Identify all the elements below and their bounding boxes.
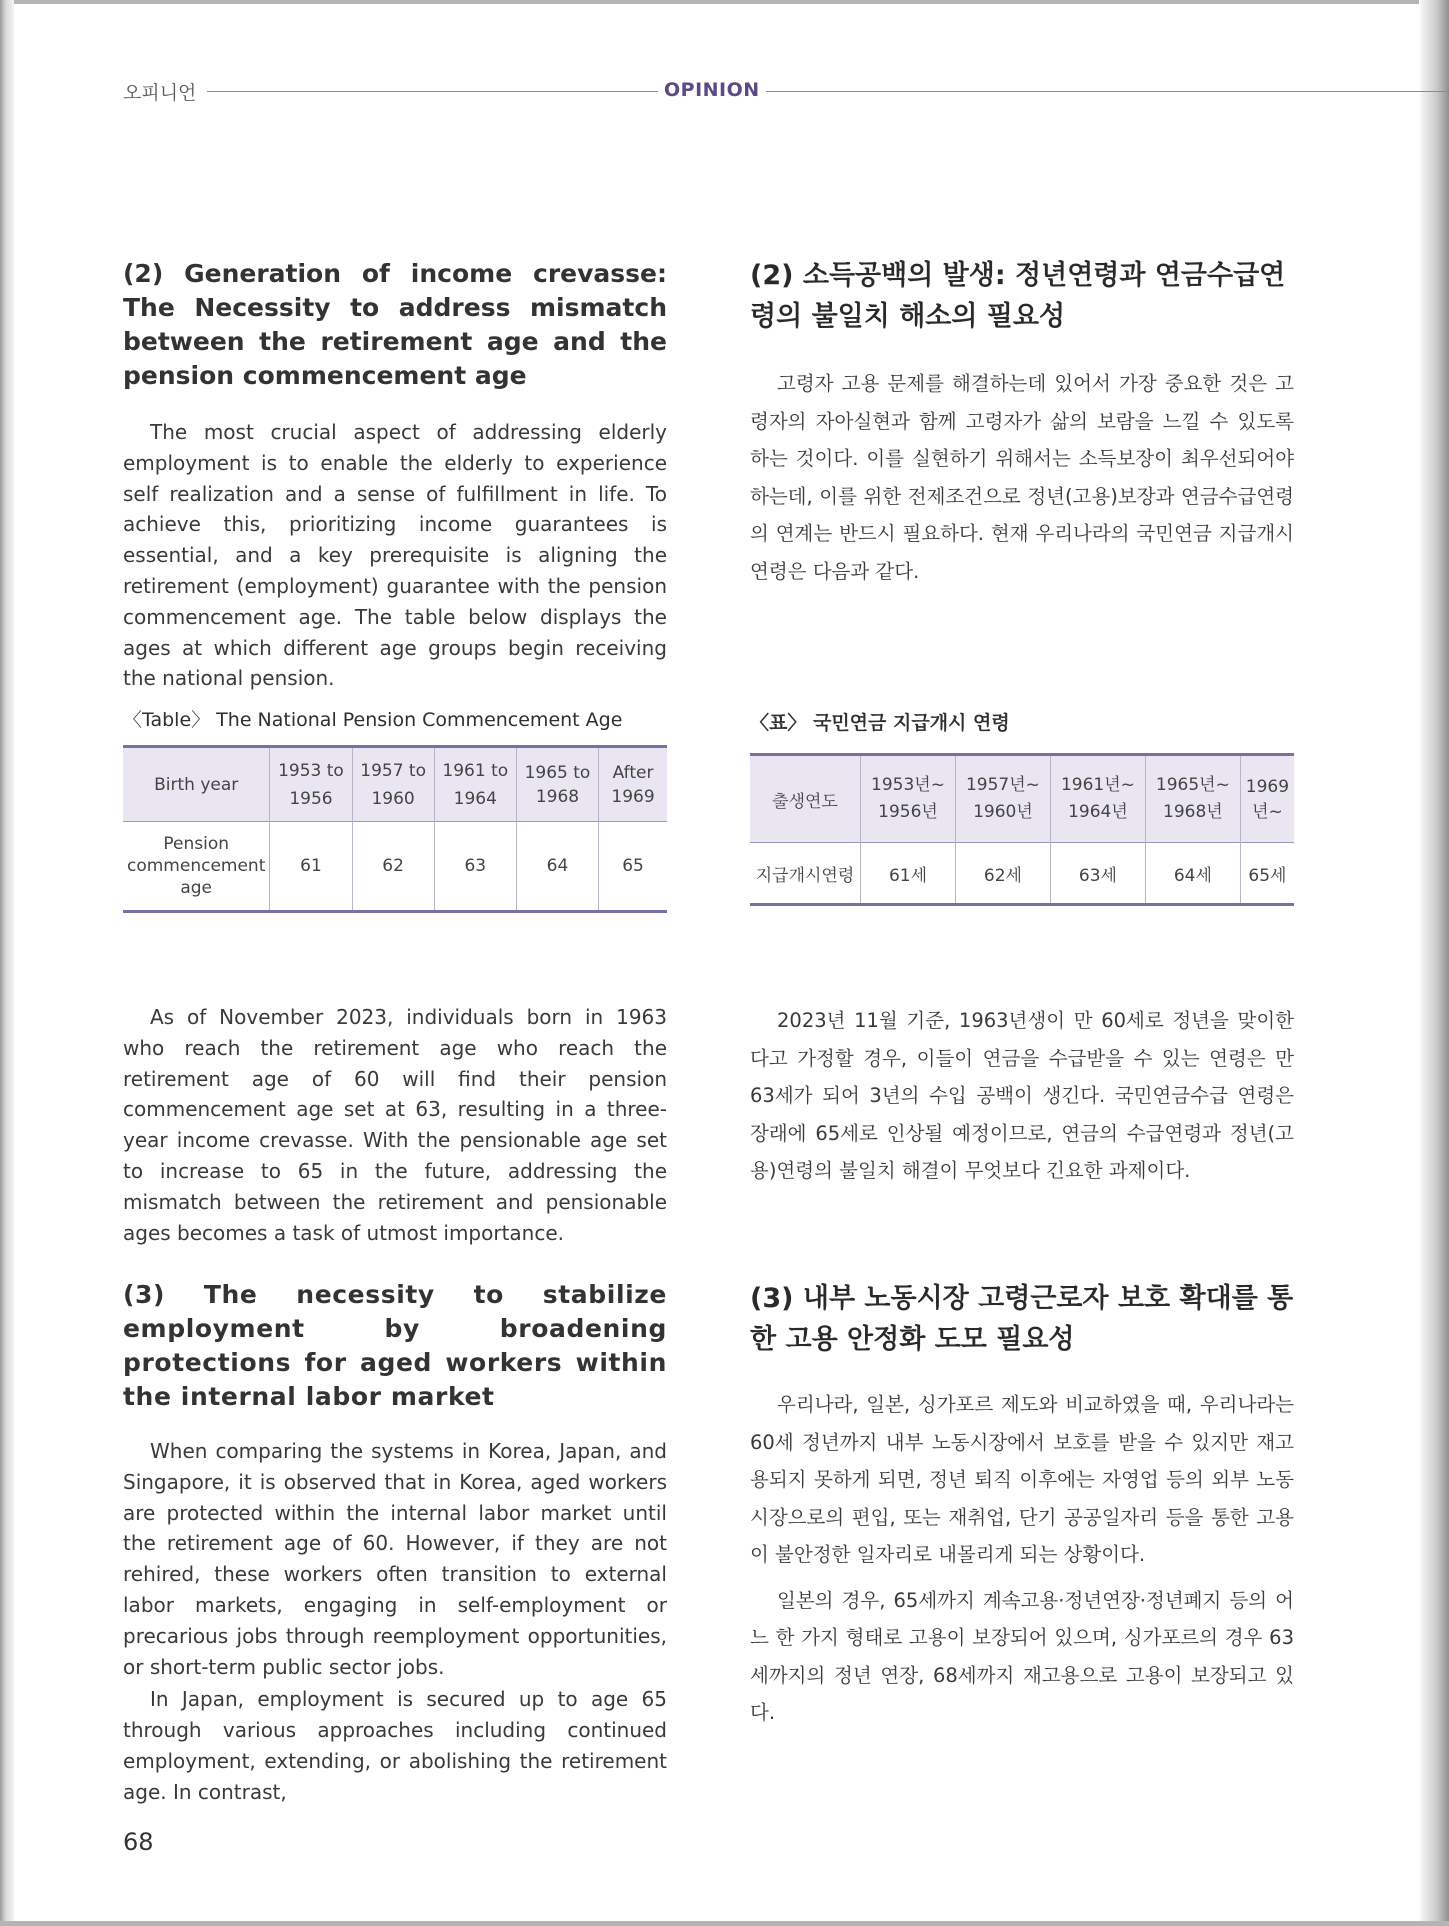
korean-section3-paragraph-2: 일본의 경우, 65세까지 계속고용·정년연장·정년폐지 등의 어느 한 가지 형태로 고용이 보장되어 있으며, 싱가포르의 경우 63세까지의 정년 연장, 68세까지 재고용으로 고용이 보장되고 있다.: [750, 1588, 1294, 1724]
english-table-header-label: Birth year: [123, 747, 270, 822]
header-korean-title: 오피니언: [123, 82, 197, 104]
korean-table-value-row: [750, 843, 1294, 905]
korean-section2: [750, 255, 1294, 590]
korean-section2-paragraph: 고령자 고용 문제를 해결하는데 있어서 가장 중요한 것은 고령자의 자아실현과 함께 고령자가 삶의 보람을 느낄 수 있도록 하는 것이다. 이를 실현하기 위해서는 소득보장이 최우선되어야 하는데, 이를 위한 전제조건으로 정년(고용)보장과 연금수급연령의 연계는 반드시 필요하다. 현재 우리나라의 국민연금 지급개시 연령은 다음과 같다.: [750, 372, 1294, 583]
english-section2-heading: (2) Generation of income crevasse: The Necessity to address mismatch between the retirement age and the pension commencement age: [123, 259, 667, 390]
korean-table-col-1: 1953년~ 1956년: [861, 755, 956, 843]
english-table-block: [123, 705, 667, 913]
english-table-row-label: Pension commencement age: [123, 822, 270, 912]
english-section2-paragraph: The most crucial aspect of addressing elderly employment is to enable the elderly to experience self realization and a sense of fulfillment in life. To achieve this, prioritizing income guarantees is essential, and a key prerequisite is aligning the retirement (employment) guarantee with the pension commencement age. The table below displays the ages at which different age groups begin receiving the national pension.: [123, 420, 667, 691]
english-table-value-1: 61: [270, 822, 352, 912]
page-edge-top: [0, 0, 1449, 4]
korean-table-col-4: 1965년~ 1968년: [1145, 755, 1240, 843]
english-table-value-5: 65: [599, 822, 667, 912]
korean-section2-heading: (2) 소득공백의 발생: 정년연령과 연금수급연령의 불일치 해소의 필요성: [750, 260, 1286, 332]
korean-after-table-paragraph: 2023년 11월 기준, 1963년생이 만 60세로 정년을 맞이한다고 가정할 경우, 이들이 연금을 수급받을 수 있는 연령은 만 63세가 되어 3년의 수입 공백이 생긴다. 국민연금수급 연령은 장래에 65세로 인상될 예정이므로, 연금의 수급연령과 정년(고용)연령의 불일치 해결이 무엇보다 긴요한 과제이다.: [750, 1009, 1294, 1182]
korean-table-value-2: 62세: [955, 843, 1050, 905]
korean-table-col-3: 1961년~ 1964년: [1050, 755, 1145, 843]
korean-section3: [750, 1278, 1294, 1732]
korean-pension-table: [750, 753, 1294, 906]
english-section3: [123, 1278, 667, 1808]
english-section3-paragraph-1: When comparing the systems in Korea, Japan, and Singapore, it is observed that in Korea, aged workers are protected within the internal labor market until the retirement age of 60. However, if they are not rehired, these workers often transition to external labor markets, engaging in self-employment or precarious jobs through reemployment opportunities, or short-term public sector jobs.: [123, 1439, 667, 1679]
korean-table-row-label: 지급개시연령: [750, 843, 861, 905]
english-after-table-paragraph: As of November 2023, individuals born in 1963 who reach the retirement age who reach the retirement age of 60 will find their pension commencement age set at 63, resulting in a three-year income crevasse. With the pensionable age set to increase to 65 in the future, addressing the mismatch between the retirement and pensionable ages becomes a task of utmost importance.: [123, 1005, 667, 1245]
page-edge-left: [0, 0, 14, 1926]
english-table-col-5: After 1969: [599, 747, 667, 822]
header-english-title: OPINION: [658, 79, 766, 101]
korean-table-caption: 〈표〉 국민연금 지급개시 연령: [750, 712, 1010, 734]
english-after-table: [123, 1002, 667, 1248]
korean-after-table: [750, 1002, 1294, 1190]
english-table-col-4: 1965 to 1968: [516, 747, 598, 822]
english-table-header-row: [123, 747, 667, 822]
english-section2: [123, 257, 667, 694]
korean-table-block: [750, 708, 1294, 906]
running-header: [123, 78, 1449, 104]
english-table-value-4: 64: [516, 822, 598, 912]
header-rule-right: [763, 91, 1449, 92]
korean-section3-paragraph-1: 우리나라, 일본, 싱가포르 제도와 비교하였을 때, 우리나라는 60세 정년까지 내부 노동시장에서 보호를 받을 수 있지만 재고용되지 못하게 되면, 정년 퇴직 이후에는 자영업 등의 외부 노동시장으로의 편입, 또는 재취업, 단기 공공일자리 등을 통한 고용이 불안정한 일자리로 내몰리게 되는 상황이다.: [750, 1393, 1294, 1566]
korean-table-header-label: 출생연도: [750, 755, 861, 843]
page-edge-bottom: [0, 1921, 1449, 1926]
korean-section3-heading: (3) 내부 노동시장 고령근로자 보호 확대를 통한 고용 안정화 도모 필요성: [750, 1283, 1294, 1355]
english-table-value-2: 62: [352, 822, 434, 912]
korean-table-value-3: 63세: [1050, 843, 1145, 905]
english-table-caption: 〈Table〉 The National Pension Commencement Age: [123, 709, 623, 731]
korean-table-col-2: 1957년~ 1960년: [955, 755, 1050, 843]
page-edge-right: [1419, 0, 1449, 1926]
english-section3-paragraph-2: In Japan, employment is secured up to age 65 through various approaches including continued employment, extending, or abolishing the retirement age. In contrast,: [123, 1687, 667, 1804]
english-table-value-3: 63: [434, 822, 516, 912]
english-section3-heading: (3) The necessity to stabilize employment by broadening protections for aged workers within the internal labor market: [123, 1280, 667, 1411]
korean-table-col-5: 1969년~: [1240, 755, 1294, 843]
english-table-col-2: 1957 to 1960: [352, 747, 434, 822]
english-pension-table: [123, 745, 667, 913]
korean-table-value-4: 64세: [1145, 843, 1240, 905]
korean-table-value-1: 61세: [861, 843, 956, 905]
english-table-col-1: 1953 to 1956: [270, 747, 352, 822]
korean-table-value-5: 65세: [1240, 843, 1294, 905]
korean-table-header-row: [750, 755, 1294, 843]
page-number: 68: [123, 1828, 154, 1856]
english-table-col-3: 1961 to 1964: [434, 747, 516, 822]
english-table-value-row: [123, 822, 667, 912]
